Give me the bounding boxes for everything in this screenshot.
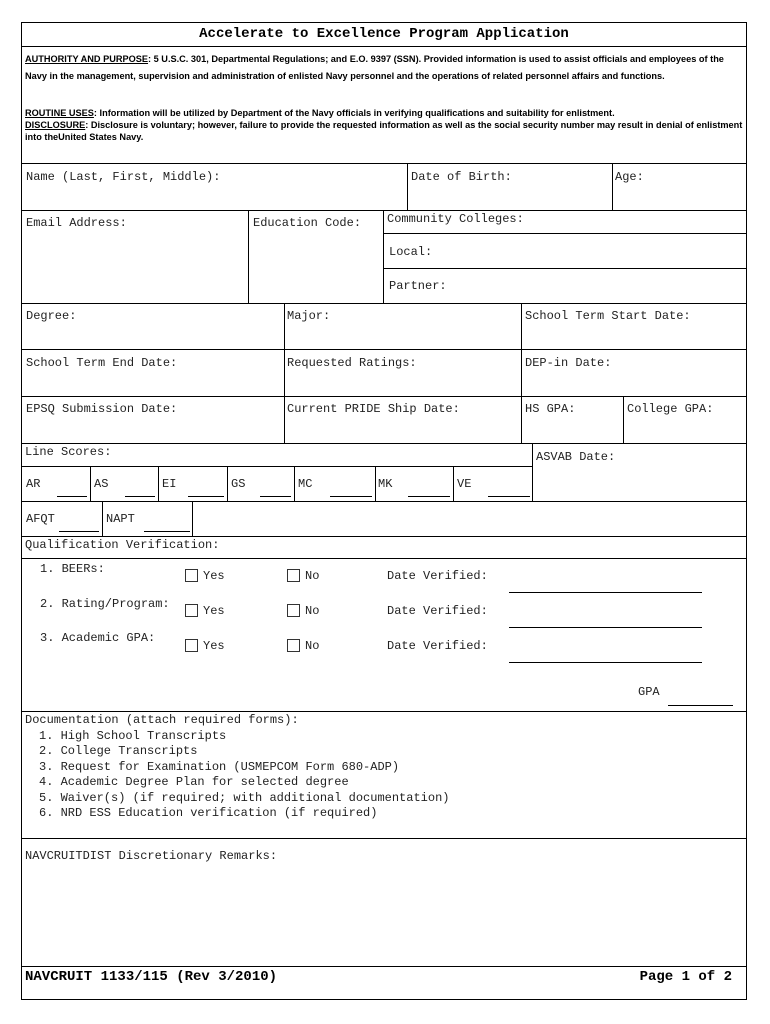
documentation-item: 3. Request for Examination (USMEPCOM Form 680-ADP)	[39, 759, 400, 774]
disclosure-label: DISCLOSURE	[25, 120, 86, 130]
yes-label: Yes	[203, 604, 225, 618]
degree-field[interactable]: Degree:	[26, 309, 77, 323]
divider	[22, 443, 746, 444]
divider	[192, 501, 193, 536]
gpa-yes-checkbox[interactable]	[185, 639, 198, 652]
divider	[407, 163, 408, 210]
score-gs-input[interactable]	[260, 496, 291, 497]
divider	[22, 501, 746, 502]
divider	[22, 210, 746, 211]
gpa-no-checkbox[interactable]	[287, 639, 300, 652]
divider	[22, 303, 746, 304]
score-gs-label: GS	[231, 477, 246, 491]
routine-text: : Information will be utilized by Department of the Navy officials in verifying qualifications and suitability for enlistment.	[93, 108, 615, 118]
documentation-section	[25, 713, 449, 822]
score-mk-input[interactable]	[408, 496, 450, 497]
divider	[22, 838, 746, 839]
divider	[532, 443, 533, 501]
education-code-field[interactable]: Education Code:	[253, 216, 362, 230]
divider	[383, 268, 746, 269]
divider	[521, 303, 522, 443]
divider	[612, 163, 613, 210]
form-title: Accelerate to Excellence Program Application	[199, 26, 569, 42]
divider	[22, 558, 746, 559]
date-verified-label: Date Verified:	[387, 604, 488, 618]
gpa-label: GPA	[638, 685, 660, 699]
form-frame	[21, 22, 747, 1000]
documentation-item: 6. NRD ESS Education verification (if required)	[39, 806, 378, 820]
beers-date-input[interactable]	[509, 592, 702, 593]
pride-field[interactable]: Current PRIDE Ship Date:	[287, 402, 460, 416]
napt-input[interactable]	[144, 531, 190, 532]
no-label: No	[305, 569, 320, 583]
divider	[375, 466, 376, 501]
yes-label: Yes	[203, 639, 225, 653]
afqt-input[interactable]	[59, 531, 99, 532]
authority-label: AUTHORITY AND PURPOSE	[25, 54, 149, 64]
major-field[interactable]: Major:	[287, 309, 331, 323]
score-as-label: AS	[94, 477, 109, 491]
gpa-date-input[interactable]	[509, 662, 702, 663]
local-field[interactable]: Local:	[389, 245, 433, 259]
name-field[interactable]: Name (Last, First, Middle):	[26, 170, 221, 184]
divider	[22, 536, 746, 537]
gpa-input[interactable]	[668, 705, 733, 706]
score-mk-label: MK	[378, 477, 393, 491]
line-scores-label: Line Scores:	[25, 445, 112, 459]
score-mc-label: MC	[298, 477, 313, 491]
qual-item-label: 3. Academic GPA:	[40, 631, 156, 645]
divider	[22, 46, 746, 47]
divider	[22, 966, 746, 967]
epsq-field[interactable]: EPSQ Submission Date:	[26, 402, 178, 416]
college-gpa-field[interactable]: College GPA:	[627, 402, 714, 416]
routine-label: ROUTINE USES	[25, 108, 94, 118]
term-end-field[interactable]: School Term End Date:	[26, 356, 178, 370]
divider	[90, 466, 91, 501]
no-label: No	[305, 639, 320, 653]
qualification-heading: Qualification Verification:	[25, 538, 220, 552]
divider	[453, 466, 454, 501]
dob-field[interactable]: Date of Birth:	[411, 170, 512, 184]
score-ar-input[interactable]	[57, 496, 87, 497]
no-label: No	[305, 604, 320, 618]
divider	[22, 349, 746, 350]
score-as-input[interactable]	[125, 496, 155, 497]
hs-gpa-field[interactable]: HS GPA:	[525, 402, 576, 416]
divider	[383, 233, 746, 234]
documentation-item: 4. Academic Degree Plan for selected degree	[39, 775, 349, 789]
partner-field[interactable]: Partner:	[389, 279, 447, 293]
dep-in-field[interactable]: DEP-in Date:	[525, 356, 612, 370]
divider	[294, 466, 295, 501]
napt-label: NAPT	[106, 512, 135, 526]
asvab-date-field[interactable]: ASVAB Date:	[536, 450, 616, 464]
term-start-field[interactable]: School Term Start Date:	[525, 309, 691, 323]
qual-item-label: 2. Rating/Program:	[40, 597, 170, 611]
documentation-heading: Documentation (attach required forms):	[25, 713, 299, 727]
routine-paragraph	[25, 107, 747, 143]
beers-yes-checkbox[interactable]	[185, 569, 198, 582]
page-number: Page 1 of 2	[639, 969, 732, 985]
score-ve-label: VE	[457, 477, 472, 491]
beers-no-checkbox[interactable]	[287, 569, 300, 582]
rating-date-input[interactable]	[509, 627, 702, 628]
divider	[22, 163, 746, 164]
email-field[interactable]: Email Address:	[26, 216, 127, 230]
rating-no-checkbox[interactable]	[287, 604, 300, 617]
divider	[227, 466, 228, 501]
score-ar-label: AR	[26, 477, 41, 491]
yes-label: Yes	[203, 569, 225, 583]
community-colleges-label: Community Colleges:	[387, 212, 524, 226]
divider	[22, 711, 746, 712]
afqt-label: AFQT	[26, 512, 55, 526]
divider	[623, 396, 624, 443]
date-verified-label: Date Verified:	[387, 639, 488, 653]
divider	[22, 396, 746, 397]
score-ei-label: EI	[162, 477, 177, 491]
score-mc-input[interactable]	[330, 496, 372, 497]
rating-yes-checkbox[interactable]	[185, 604, 198, 617]
authority-paragraph	[25, 51, 747, 85]
disclosure-text: : Disclosure is voluntary; however, failure to provide the requested information as well as the social security number may result in denial of enlistment into theUnited States Navy.	[25, 120, 743, 142]
divider	[158, 466, 159, 501]
remarks-field[interactable]: NAVCRUITDIST Discretionary Remarks:	[25, 849, 278, 863]
divider	[22, 466, 532, 467]
date-verified-label: Date Verified:	[387, 569, 488, 583]
documentation-item: 5. Waiver(s) (if required; with additional documentation)	[39, 790, 450, 805]
score-ve-input[interactable]	[488, 496, 530, 497]
qual-item-label: 1. BEERs:	[40, 562, 105, 576]
divider	[284, 303, 285, 443]
requested-ratings-field[interactable]: Requested Ratings:	[287, 356, 417, 370]
documentation-item: 2. College Transcripts	[39, 744, 198, 758]
divider	[102, 501, 103, 536]
authority-text: : 5 U.S.C. 301, Departmental Regulations; and E.O. 9397 (SSN). Provided information is used to assist officials and employees of the Navy in the management, supervision and administration of enlisted Navy personnel and the operations of related personnel affairs and functions.	[25, 54, 724, 81]
divider	[383, 210, 384, 303]
documentation-item: 1. High School Transcripts	[39, 728, 227, 743]
form-number: NAVCRUIT 1133/115 (Rev 3/2010)	[25, 969, 278, 985]
score-ei-input[interactable]	[188, 496, 224, 497]
age-field[interactable]: Age:	[615, 170, 644, 184]
divider	[248, 210, 249, 303]
